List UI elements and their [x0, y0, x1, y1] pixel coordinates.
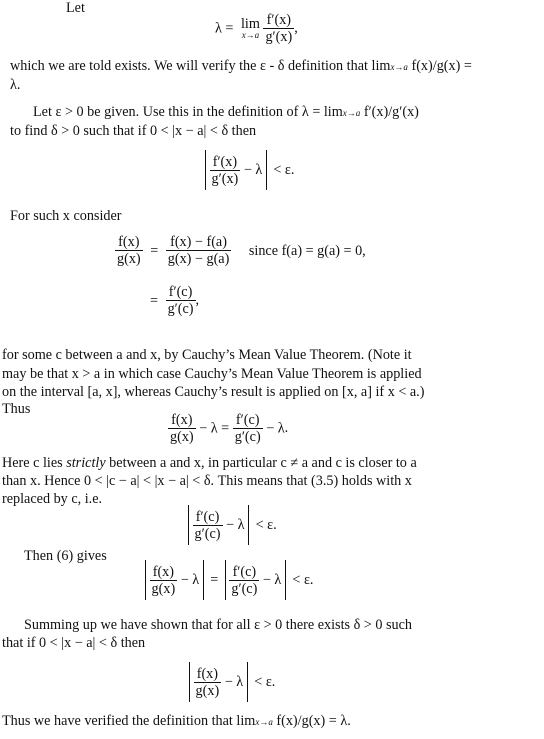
frac-den: g′(x) — [265, 29, 293, 45]
p2-text: Let ε > 0 be given. Use this in the definition of λ = lim — [33, 104, 343, 120]
eq-lim — [241, 17, 260, 40]
then-minus-lambda-1: − λ — [180, 572, 200, 588]
equation-lambda-definition — [215, 12, 298, 45]
paragraph-5-line-3: replaced by c, i.e. — [2, 491, 103, 507]
abs-lt-eps: < ε. — [273, 162, 295, 178]
abs-c-num: f′(c) — [195, 508, 220, 525]
eq-fraction — [263, 12, 294, 45]
equation-final — [189, 662, 275, 702]
then-frac-2 — [229, 564, 259, 597]
then-bar-2 — [203, 560, 204, 600]
frac-num: f′(x) — [266, 12, 292, 28]
p5-strictly: strictly — [66, 455, 106, 471]
abs-bar-left — [205, 150, 206, 190]
paragraph-4-line-3: on the interval [a, x], whereas Cauchy’s result is applied on [x, a] if x < a.) — [2, 384, 425, 400]
equation-cauchy-1 — [115, 234, 366, 267]
equation-abs-fx — [205, 150, 294, 190]
p8-lim-sub: x→a — [255, 717, 273, 727]
cauchy-frac-1 — [115, 234, 143, 267]
abs-bar-right — [266, 150, 267, 190]
final-lt-eps: < ε. — [254, 674, 276, 690]
thus-num-1: f(x) — [171, 412, 193, 428]
then-bar-3 — [225, 560, 226, 600]
thus-minus-lambda: − λ — [266, 420, 285, 437]
p5-text-c: between a and x, in particular c ≠ a and c is closer to a — [105, 455, 417, 471]
thus-den-1: g(x) — [170, 429, 194, 445]
abs-c-fraction — [193, 509, 223, 542]
abs-den: g′(x) — [211, 170, 239, 187]
final-minus-lambda: − λ — [224, 674, 244, 690]
cauchy-eq-1: = — [150, 242, 159, 259]
paragraph-5-line-2: than x. Hence 0 < |c − a| < |x − a| < δ. This means that (3.5) holds with x — [2, 473, 412, 489]
then-lt-eps: < ε. — [292, 572, 314, 588]
cauchy-frac-2 — [166, 234, 232, 267]
thus-frac-1 — [168, 412, 196, 445]
then-minus-lambda-2: − λ — [262, 572, 282, 588]
cauchy-frac-3 — [166, 284, 196, 317]
abs-c-den: g′(c) — [194, 525, 221, 542]
abs-minus-lambda: − λ — [243, 162, 263, 178]
eq-lim-sub: x→a — [241, 30, 260, 40]
then-bar-4 — [285, 560, 286, 600]
p1-text-end: f(x)/g(x) = — [407, 58, 472, 74]
paragraph-1-line-2: λ. — [10, 77, 21, 93]
equation-cauchy-2 — [150, 284, 199, 317]
then-num-2: f′(c) — [232, 563, 257, 580]
thus-minus-lambda-eq: − λ = — [199, 420, 230, 437]
final-bar-left — [189, 662, 190, 702]
p8-text: Thus we have verified the definition that lim — [2, 713, 256, 729]
eq-comma: , — [294, 19, 298, 36]
abs-c-bar-left — [188, 505, 189, 545]
paragraph-2-line-1 — [33, 104, 419, 121]
p2-lim-sub: x→a — [342, 108, 361, 118]
p5-text-a: Here c lies — [2, 455, 67, 471]
paragraph-3: For such x consider — [10, 208, 122, 224]
equation-thus: $\frac{f(x)}{g(x)}$ − λ = $\frac{f'(c)}{g'(c)}$ − λ. — [170, 412, 289, 445]
cauchy-num-2: f(x) − f(a) — [170, 234, 227, 250]
abs-c-lt-eps: < ε. — [255, 517, 277, 533]
paragraph-2-line-2: to find δ > 0 such that if 0 < |x − a| < δ then — [10, 123, 257, 139]
p1-text: which we are told exists. We will verify the ε - δ definition that lim — [10, 58, 391, 74]
final-fraction — [194, 666, 222, 699]
abs-fraction — [210, 154, 241, 187]
paragraph-4-line-2: may be that x > a in which case Cauchy’s Mean Value Theorem is applied — [2, 366, 422, 382]
p2-text-end: f′(x)/g′(x) — [360, 104, 419, 120]
abs-c-minus-lambda: − λ — [226, 517, 245, 533]
then-eq: = — [210, 572, 219, 588]
cauchy-num-1: f(x) — [118, 234, 140, 250]
paragraph-4-line-4: Thus — [2, 401, 31, 417]
final-den: g(x) — [195, 682, 220, 699]
thus-num-2: f′(c) — [235, 412, 260, 428]
then-den-2: g′(c) — [231, 580, 258, 597]
final-bar-right — [247, 662, 248, 702]
paragraph-1-line-1 — [10, 58, 472, 75]
eq-lim-word: lim — [240, 16, 260, 32]
cauchy-since: since f(a) = g(a) = 0, — [248, 242, 366, 259]
paragraph-4-line-1: for some c between a and x, by Cauchy’s Mean Value Theorem. (Note it — [2, 347, 412, 363]
p1-lim-sub: x→a — [390, 62, 408, 72]
final-num: f(x) — [196, 665, 218, 682]
eq-lambda: λ = — [215, 20, 234, 37]
paragraph-6: Then (6) gives — [24, 548, 107, 564]
abs-c-bar-right — [248, 505, 249, 545]
cauchy-num-3: f′(c) — [168, 284, 193, 300]
equation-then-6 — [145, 560, 313, 600]
then-frac-1 — [150, 564, 178, 597]
p8-text-end: f(x)/g(x) = λ. — [272, 713, 351, 729]
then-num-1: f(x) — [152, 563, 174, 580]
then-bar-1 — [145, 560, 146, 600]
text-let: Let — [66, 0, 85, 16]
paragraph-7-line-1: Summing up we have shown that for all ε > 0 there exists δ > 0 such — [24, 617, 413, 633]
cauchy-den-2: g(x) − g(a) — [167, 251, 230, 267]
paragraph-5-line-1 — [2, 455, 417, 471]
cauchy-eq-2: = — [150, 292, 159, 309]
paragraph-7-line-2: that if 0 < |x − a| < δ then — [2, 635, 146, 651]
cauchy-den-3: g′(c) — [167, 301, 194, 317]
abs-num: f′(x) — [212, 153, 238, 170]
cauchy-comma: , — [195, 291, 200, 308]
cauchy-den-1: g(x) — [117, 251, 141, 267]
paragraph-8 — [2, 713, 351, 730]
thus-den-2: g′(c) — [234, 429, 261, 445]
then-den-1: g(x) — [151, 580, 176, 597]
equation-abs-fc — [188, 505, 277, 545]
thus-frac-2 — [233, 412, 263, 445]
